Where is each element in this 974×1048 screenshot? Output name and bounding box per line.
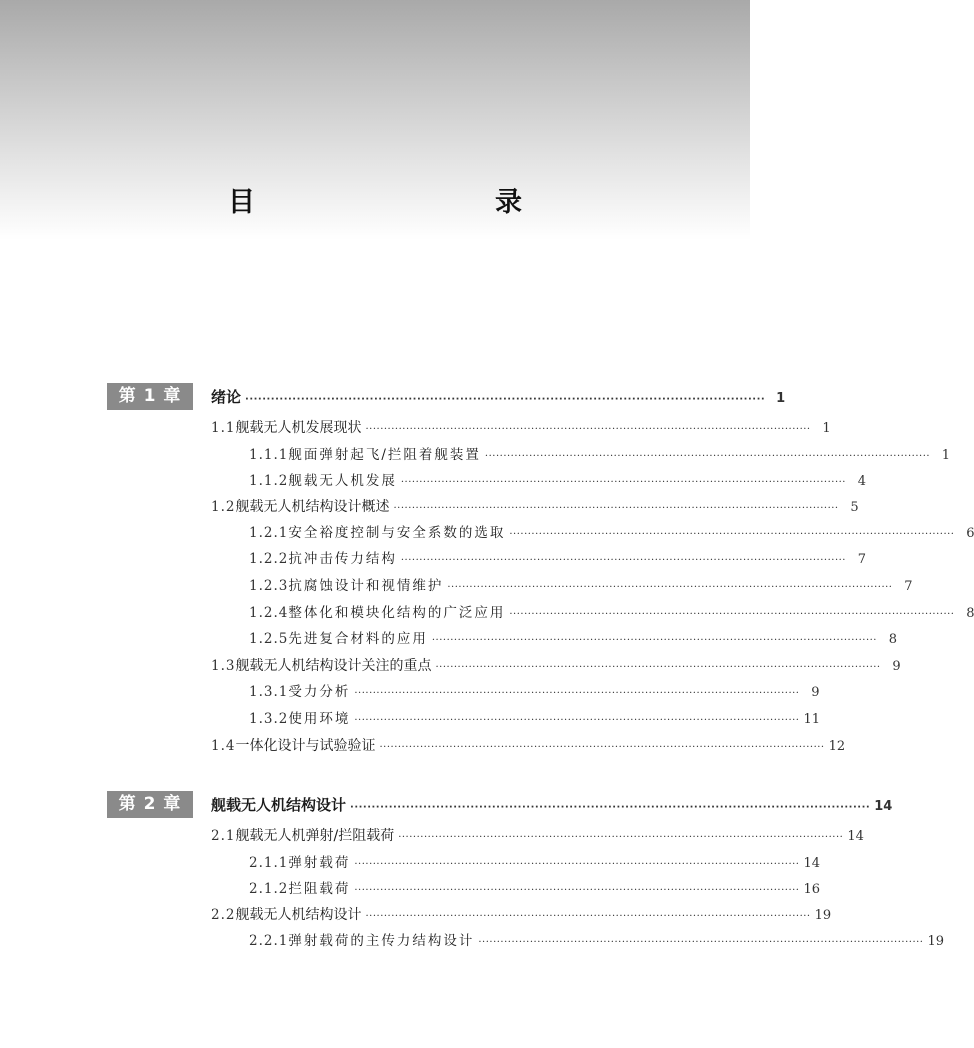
toc-title: 舰载无人机结构设计关注的重点 — [235, 658, 432, 674]
toc-number: 1.2.1 — [249, 525, 289, 541]
toc-page: 19 — [814, 908, 832, 923]
leader-dots: ························································································································· — [431, 635, 877, 646]
leader-dots: ························································································································· — [354, 688, 800, 699]
toc-entry[interactable] — [249, 706, 821, 732]
toc-number: 1.2.5 — [249, 631, 289, 647]
toc-number: 1.4 — [211, 738, 236, 754]
toc-page: 8 — [966, 606, 974, 621]
leader-dots: ························································································································· — [245, 394, 766, 405]
toc-entry[interactable] — [249, 876, 821, 902]
leader-dots: ························································································································· — [365, 424, 811, 435]
chapter-badge: 第 2 章 — [107, 791, 193, 818]
toc-entry[interactable] — [249, 442, 951, 468]
toc-title: 整体化和模块化结构的广泛应用 — [288, 605, 506, 621]
toc-number: 1.3 — [211, 658, 236, 674]
leader-dots: ························································································································· — [354, 859, 800, 870]
toc-page: 1 — [822, 421, 831, 436]
toc-number: 1.3.2 — [249, 711, 289, 727]
toc-entry[interactable] — [249, 600, 974, 626]
page-title: 目 录 — [228, 187, 584, 218]
toc-page: 6 — [966, 526, 974, 541]
toc-page: 5 — [850, 500, 859, 515]
toc-title: 舰面弹射起飞/拦阻着舰装置 — [288, 447, 481, 463]
leader-dots: ························································································································· — [398, 832, 844, 843]
toc-entry[interactable] — [249, 573, 913, 599]
toc-page: 1 — [776, 391, 786, 406]
leader-dots: ························································································································· — [393, 503, 839, 514]
toc-number: 1.1 — [211, 420, 236, 436]
toc-title: 一体化设计与试验验证 — [235, 738, 376, 754]
toc-title: 弹射载荷的主传力结构设计 — [288, 933, 475, 949]
toc-number: 1.2.2 — [249, 551, 289, 567]
toc-entry[interactable] — [211, 653, 901, 679]
chapter-badge: 第 1 章 — [107, 383, 193, 410]
toc-page: 11 — [803, 712, 821, 727]
leader-dots: ························································································································· — [447, 582, 893, 593]
toc-page: 14 — [847, 829, 864, 844]
toc-entry[interactable] — [249, 850, 821, 876]
toc-number: 2.2.1 — [249, 933, 289, 949]
leader-dots: ························································································································· — [400, 555, 846, 566]
toc-number: 2.1.2 — [249, 881, 289, 897]
toc-page: 1 — [941, 448, 951, 463]
toc-number: 2.1.1 — [249, 855, 289, 871]
toc-page: 4 — [857, 474, 866, 489]
toc-page: 14 — [874, 799, 893, 814]
leader-dots: ························································································································· — [509, 609, 955, 620]
toc-title: 先进复合材料的应用 — [288, 631, 428, 647]
toc-title: 舰载无人机发展 — [288, 473, 397, 489]
toc-entry[interactable] — [249, 546, 866, 572]
toc-title: 舰载无人机结构设计概述 — [235, 499, 390, 515]
toc-title: 受力分析 — [288, 684, 351, 700]
toc-number: 1.2.4 — [249, 605, 289, 621]
leader-dots: ························································································································· — [379, 742, 825, 753]
toc-page: 9 — [892, 659, 901, 674]
toc-entry[interactable] — [211, 823, 864, 849]
toc-title: 舰载无人机弹射/拦阻载荷 — [235, 828, 395, 844]
toc-number: 1.1.2 — [249, 473, 289, 489]
toc-page: 7 — [904, 579, 913, 594]
toc-title: 抗腐蚀设计和视情维护 — [288, 578, 444, 594]
toc-entry[interactable] — [211, 415, 831, 441]
toc-entry[interactable] — [211, 494, 859, 520]
toc-chapter-heading[interactable] — [211, 384, 786, 410]
toc-page: 19 — [927, 934, 945, 949]
toc-title: 舰载无人机结构设计 — [211, 796, 347, 814]
leader-dots: ························································································································· — [484, 451, 931, 462]
toc-page: 9 — [811, 685, 820, 700]
toc-page: 12 — [828, 739, 846, 754]
toc-page: 16 — [803, 882, 821, 897]
toc-number: 1.2.3 — [249, 578, 289, 594]
leader-dots: ························································································································· — [354, 885, 800, 896]
leader-dots: ························································································································· — [365, 911, 811, 922]
toc-entry[interactable] — [211, 733, 846, 759]
leader-dots: ························································································································· — [354, 715, 800, 726]
toc-number: 2.2 — [211, 907, 236, 923]
toc-number: 1.2 — [211, 499, 236, 515]
toc-entry[interactable] — [249, 520, 974, 546]
leader-dots: ························································································································· — [509, 529, 955, 540]
toc-page: 14 — [803, 856, 821, 871]
toc-title: 弹射载荷 — [288, 855, 351, 871]
toc-number: 2.1 — [211, 828, 236, 844]
toc-title: 舰载无人机结构设计 — [235, 907, 362, 923]
toc-title: 绪论 — [211, 388, 242, 406]
toc-page: 7 — [857, 552, 866, 567]
toc-entry[interactable] — [249, 626, 897, 652]
leader-dots: ························································································································· — [350, 802, 871, 813]
toc-title: 舰载无人机发展现状 — [235, 420, 362, 436]
toc-chapter-heading[interactable] — [211, 792, 893, 818]
toc-page: 8 — [888, 632, 897, 647]
toc-number: 1.3.1 — [249, 684, 289, 700]
toc-number: 1.1.1 — [249, 447, 289, 463]
leader-dots: ························································································································· — [478, 937, 924, 948]
toc-entry[interactable] — [249, 679, 820, 705]
toc-title: 拦阻载荷 — [288, 881, 351, 897]
toc-title: 安全裕度控制与安全系数的选取 — [288, 525, 506, 541]
toc-title: 使用环境 — [288, 711, 351, 727]
toc-title: 抗冲击传力结构 — [288, 551, 397, 567]
toc-entry[interactable] — [211, 902, 832, 928]
leader-dots: ························································································································· — [400, 477, 846, 488]
toc-entry[interactable] — [249, 468, 866, 494]
toc-entry[interactable] — [249, 928, 945, 954]
leader-dots: ························································································································· — [435, 662, 881, 673]
